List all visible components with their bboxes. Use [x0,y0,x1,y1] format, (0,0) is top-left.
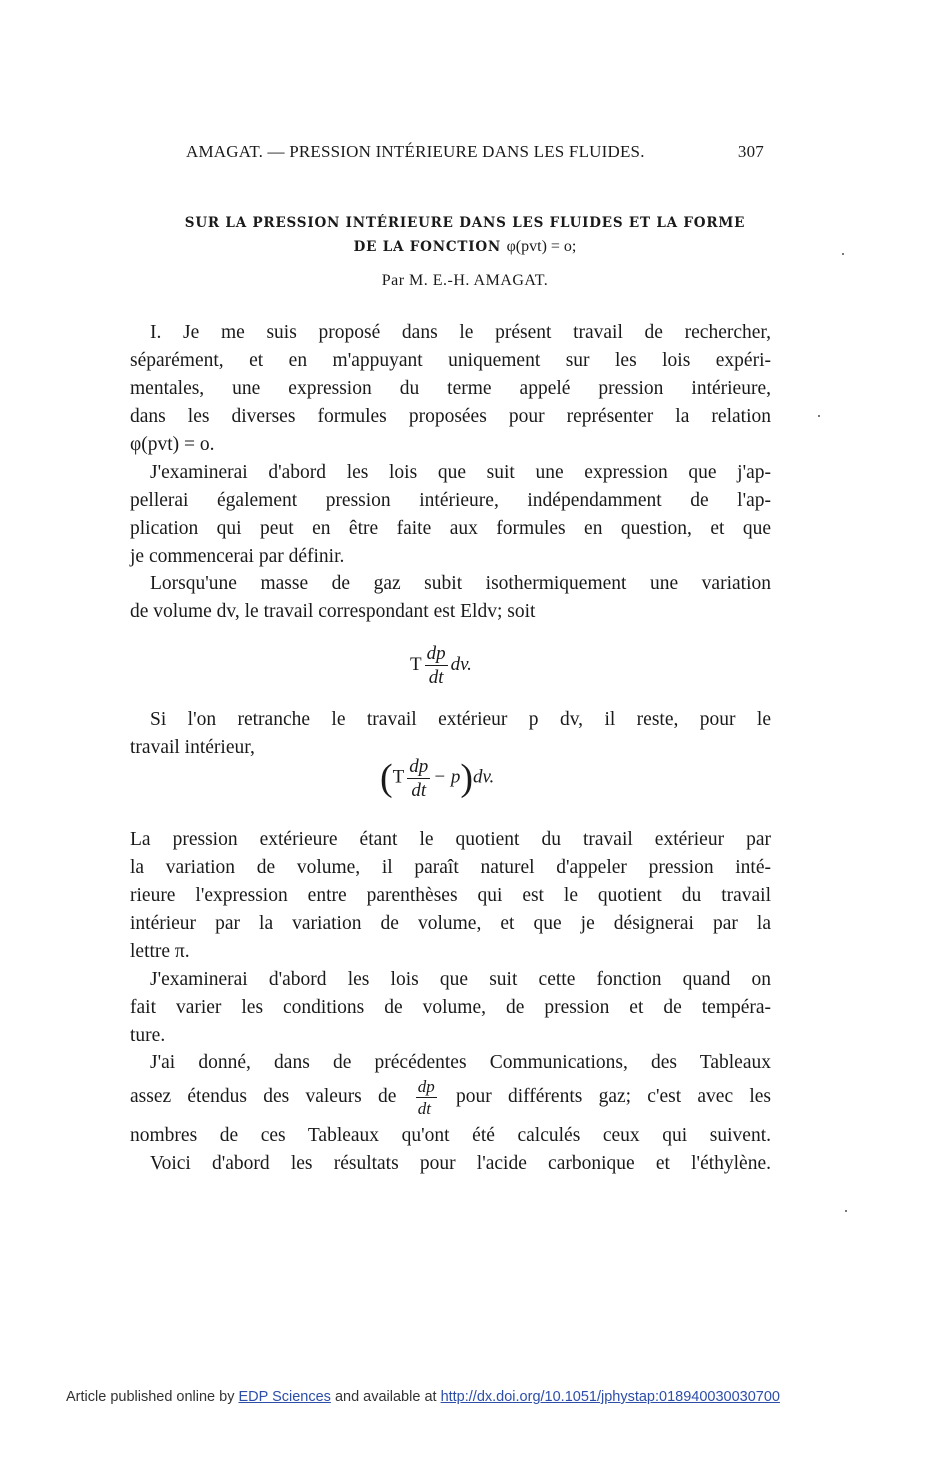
text-line: La pression extérieure étant le quotient du travail extérieur par [130,829,771,850]
text-line: ture. [130,1025,166,1046]
text-line: séparément, et en m'appuyant uniquement sur les lois expéri- [130,350,771,371]
text-line: plication qui peut en être faite aux formules en question, et que [130,518,771,539]
scan-speck [845,1210,847,1212]
text-line: je commencerai par définir. [130,546,345,567]
right-paren: ) [460,757,473,799]
eq2-prefix: T [392,766,405,788]
text-line: travail intérieur, [130,737,255,758]
eq1-numerator: dp [426,643,446,664]
author-byline: Par M. E.-H. AMAGAT. [381,272,549,289]
p7-numerator: dp [417,1077,435,1096]
text-line: mentales, une expression du terme appelé pression intérieure, [130,378,771,399]
doi-link[interactable]: http://dx.doi.org/10.1051/jphystap:018940030030700 [440,1389,780,1405]
equation-2 [380,756,494,800]
text-line: I. Je me suis proposé dans le présent travail de rechercher, [150,322,771,343]
article-title-line-2 [130,238,800,256]
eq1-prefix: T [410,653,422,675]
text-line: Voici d'abord les résultats pour l'acide carbonique et l'éthylène. [150,1153,771,1174]
text-line: pellerai également pression intérieure, indépendamment de l'ap- [130,490,771,511]
eq2-fraction [407,757,430,800]
running-header [186,142,764,166]
publisher-link[interactable]: EDP Sciences [238,1389,331,1405]
eq1-denominator: dt [428,667,444,688]
eq2-denominator: dt [411,779,427,801]
text-line: fait varier les conditions de volume, de pression et de tempéra- [130,997,771,1018]
article-title-line-1: SUR LA PRESSION INTÉRIEURE DANS LES FLUIDES ET LA FORME [184,215,746,231]
eq2-minus: − p [433,766,461,788]
text-line-with-fraction [130,1078,771,1117]
text-line: J'examinerai d'abord les lois que suit une expression que j'ap- [150,462,771,483]
eq1-fraction [425,644,448,687]
footer-prefix: Article published online by [66,1389,235,1405]
title-formula: φ(pvt) = o; [506,238,577,255]
p7-after: pour différents gaz; c'est avec les [455,1085,772,1107]
text-line: la variation de volume, il paraît naturel d'appeler pression inté- [130,857,771,878]
eq2-suffix: dv. [473,766,495,788]
text-line: J'examinerai d'abord les lois que suit cette fonction quand on [150,969,771,990]
text-line: J'ai donné, dans de précédentes Communications, des Tableaux [150,1052,771,1073]
eq2-numerator: dp [409,755,429,777]
text-line: nombres de ces Tableaux qu'ont été calculés ceux qui suivent. [130,1125,771,1146]
title-prefix: DE LA FONCTION [353,239,502,255]
footer-middle: and available at [334,1389,437,1405]
eq1-suffix: dv. [450,653,472,675]
p7-before: assez étendus des valeurs de [130,1085,397,1107]
scan-speck [842,253,844,255]
text-line: dans les diverses formules proposées pour représenter la relation [130,406,771,427]
page-number: 307 [737,142,764,161]
left-paren: ( [380,757,393,799]
text-line: Lorsqu'une masse de gaz subit isothermiquement une variation [150,573,771,594]
text-line: intérieur par la variation de volume, et que je désignerai par la [130,913,771,934]
scan-speck [818,415,820,417]
text-line: lettre π. [130,941,190,962]
running-title: AMAGAT. — PRESSION INTÉRIEURE DANS LES FLUIDES. [186,142,645,161]
p7-fraction [416,1078,437,1117]
publication-footer [66,1389,826,1405]
text-line: Si l'on retranche le travail extérieur p dv, il reste, pour le [150,709,771,730]
p7-denominator: dt [417,1099,431,1118]
text-line: rieure l'expression entre parenthèses qui est le quotient du travail [130,885,771,906]
equation-1 [410,644,472,687]
text-line: φ(pvt) = o. [130,434,215,455]
text-line: de volume dv, le travail correspondant est Eldv; soit [130,601,536,622]
